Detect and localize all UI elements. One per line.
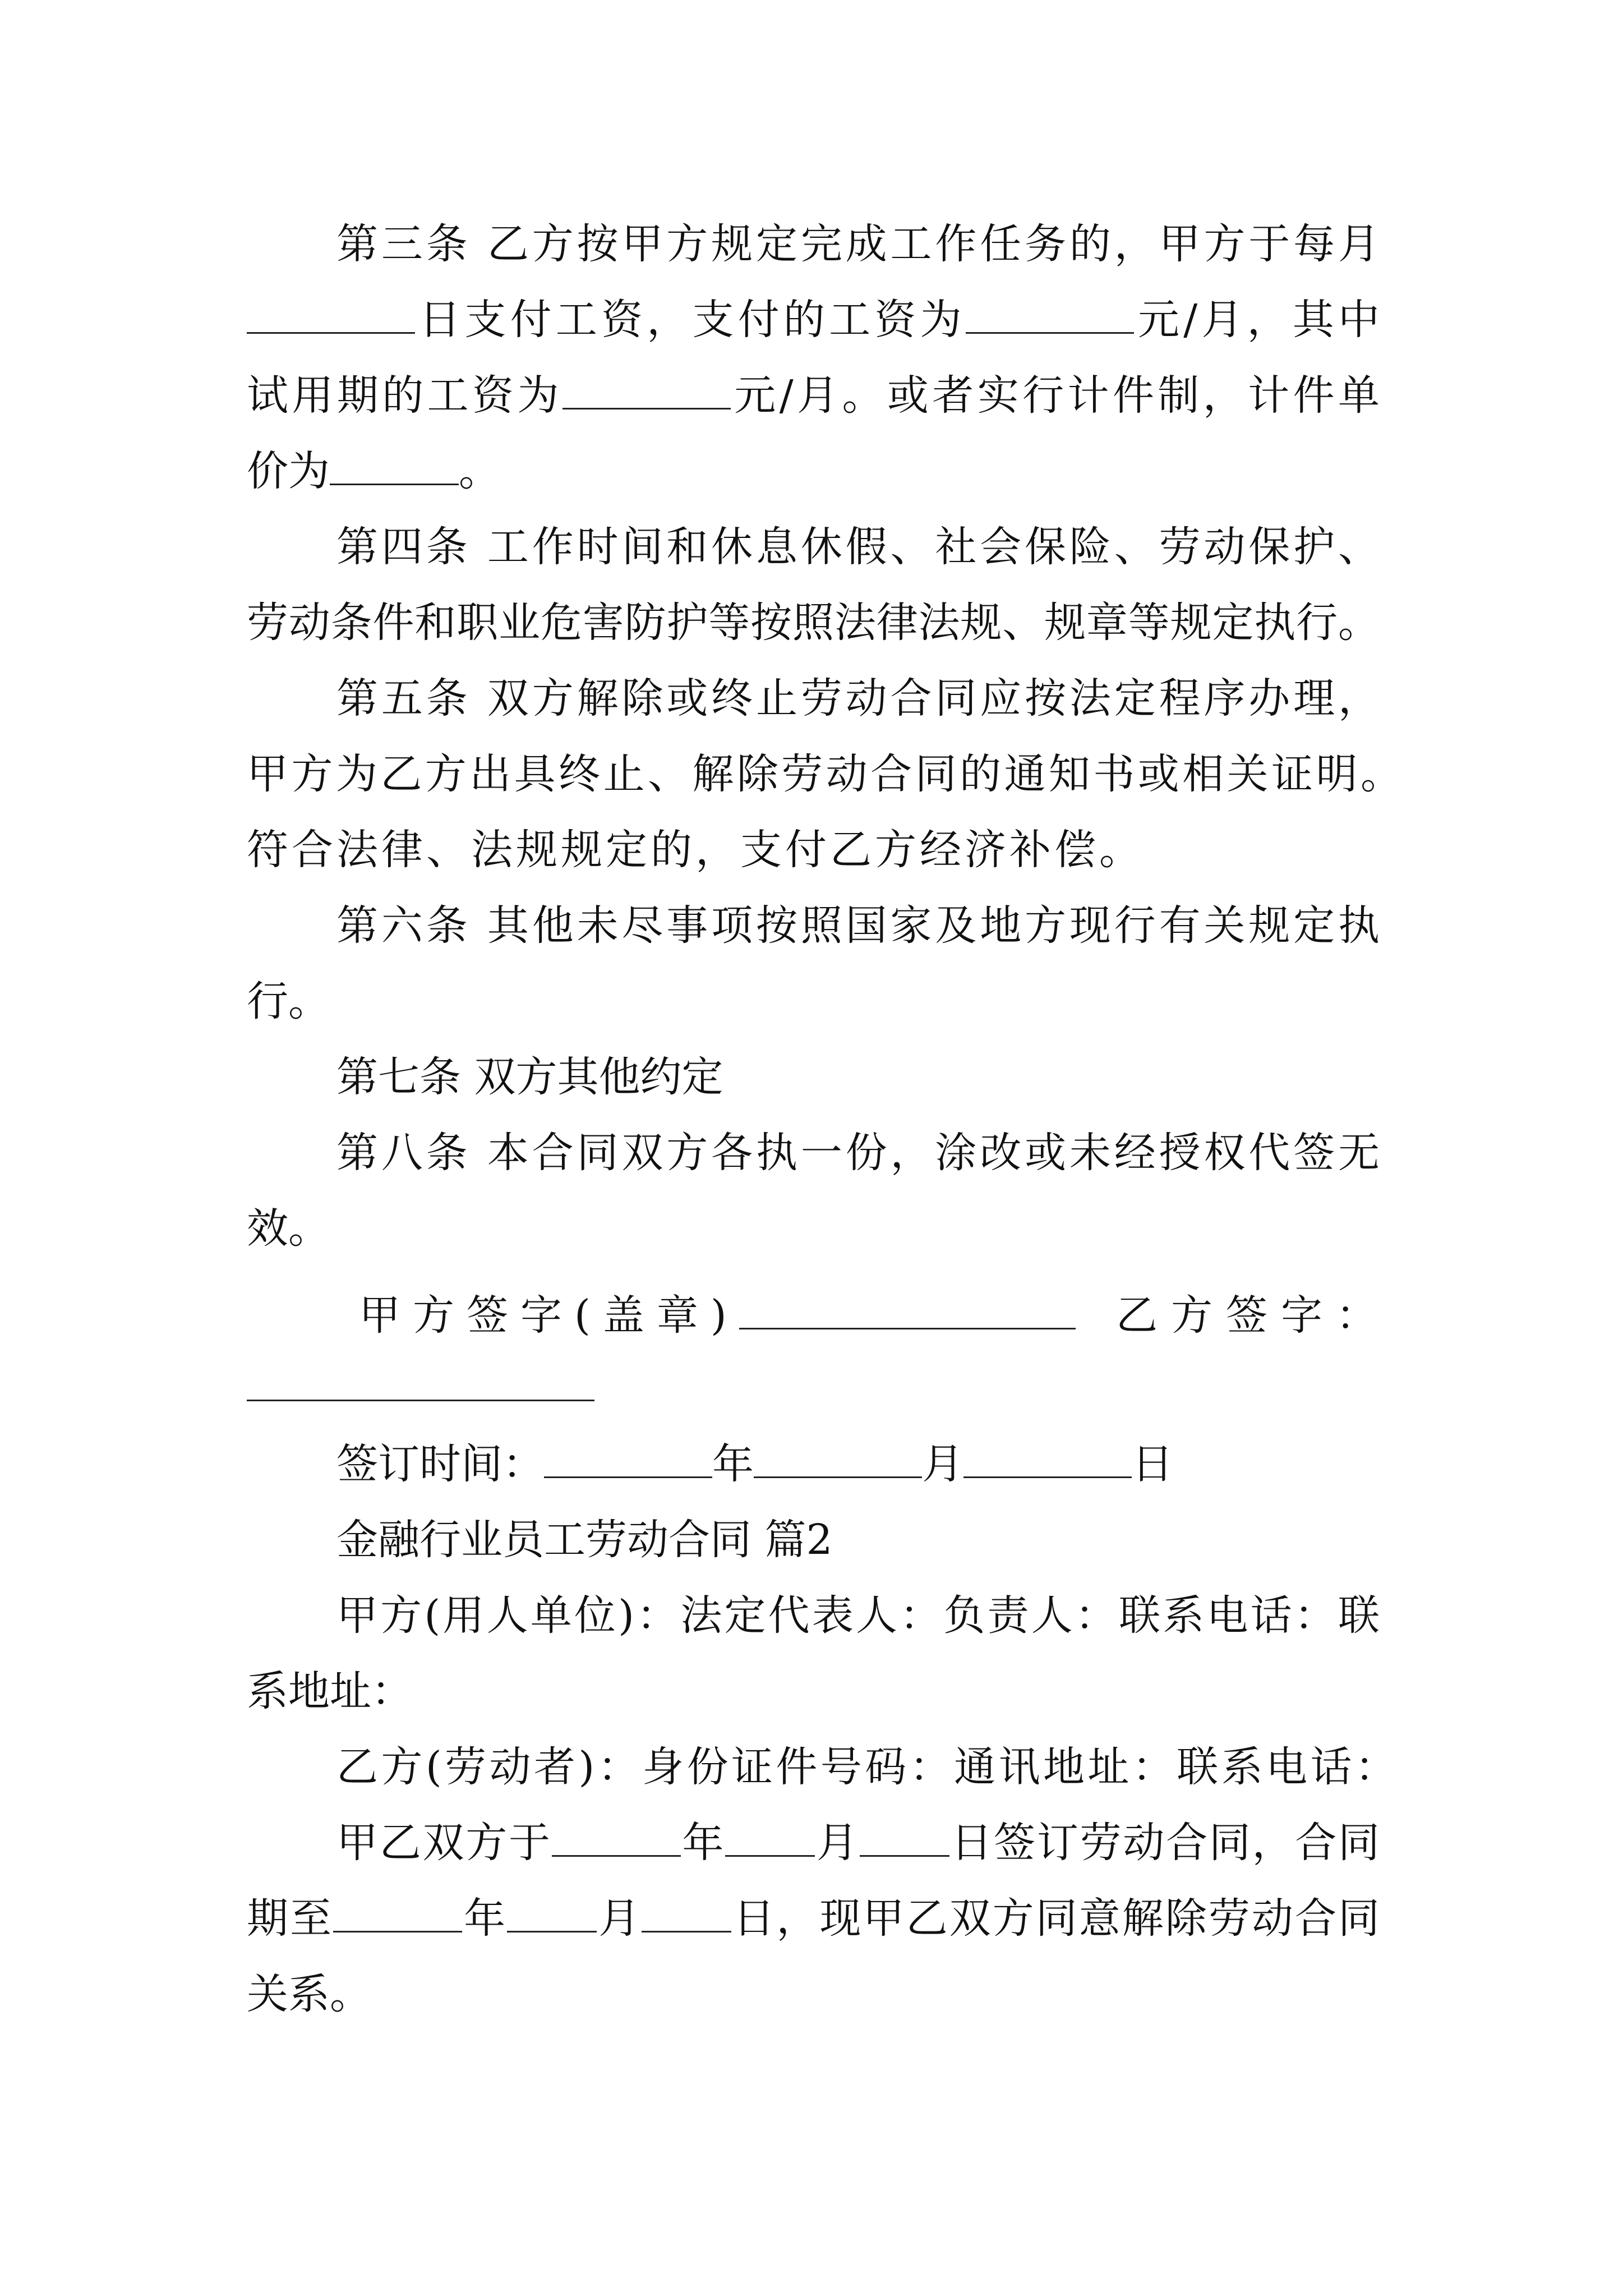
text: 甲方(用人单位)：法定代表人：负责人：联系电话：联 (336, 1591, 1380, 1640)
section-title-2 (336, 1509, 1380, 1571)
article-3-line-4 (247, 440, 1380, 502)
blank-field (963, 1444, 1132, 1478)
article-5-line-2 (247, 743, 1402, 805)
article-3-line-1 (336, 213, 1380, 275)
text: 效。 (247, 1204, 330, 1253)
blank-field (966, 300, 1134, 334)
party-b-signature-blank (247, 1400, 594, 1401)
text: 乙方(劳动者)：身份证件号码：通讯地址：联系电话： (336, 1743, 1396, 1791)
signing-date (336, 1433, 1380, 1495)
blank-field (562, 375, 731, 409)
text: 行。 (247, 977, 330, 1025)
article-5-line-3 (247, 819, 1380, 881)
blank-field (507, 1898, 597, 1932)
text: 系地址： (247, 1667, 413, 1715)
blank-field (552, 1823, 681, 1857)
text: 乙方签字： (1116, 1291, 1391, 1340)
text: 甲乙双方于 (336, 1819, 552, 1867)
article-3-line-3 (247, 365, 1380, 426)
article-6-line-2 (247, 970, 1380, 1032)
text: 关系。 (247, 1970, 371, 2018)
blank-field (330, 451, 459, 485)
party-b-info (336, 1736, 1396, 1798)
text: 日 (1132, 1440, 1173, 1488)
blank-field (642, 1898, 731, 1932)
blank-field (333, 1898, 462, 1932)
text: 。 (459, 447, 500, 495)
termination-line-3 (247, 1963, 1380, 2025)
text: 月 (815, 1819, 860, 1867)
party-a-signature (359, 1285, 1076, 1346)
text: 年 (462, 1894, 508, 1943)
text: 第三条 乙方按甲方规定完成工作任务的，甲方于每月 (336, 220, 1380, 268)
text: 符合法律、法规规定的，支付乙方经济补偿。 (247, 826, 1144, 874)
party-a-info-line-2 (247, 1660, 1380, 1722)
text: 元/月。或者实行计件制，计件单 (730, 371, 1380, 420)
text: 年 (680, 1819, 726, 1867)
blank-field (544, 1444, 712, 1478)
article-6-line-1 (336, 895, 1380, 956)
text: 日支付工资，支付的工资为 (415, 296, 966, 344)
text: 第四条 工作时间和休息休假、社会保险、劳动保护、 (336, 523, 1380, 571)
article-8-line-2 (247, 1198, 1380, 1259)
signature-blank (739, 1295, 1076, 1329)
text: 月 (922, 1440, 963, 1488)
party-b-signature (1116, 1285, 1391, 1346)
text: 劳动条件和职业危害防护等按照法律法规、规章等规定执行。 (247, 599, 1380, 647)
text: 甲方为乙方出具终止、解除劳动合同的通知书或相关证明。 (247, 750, 1402, 798)
text: 试用期的工资为 (247, 371, 562, 420)
text: 价为 (247, 447, 330, 495)
text: 签订时间： (336, 1440, 544, 1488)
text: 第六条 其他未尽事项按照国家及地方现行有关规定执 (336, 901, 1380, 950)
text: 第八条 本合同双方各执一份，涂改或未经授权代签无 (336, 1129, 1380, 1177)
text: 年 (712, 1440, 754, 1488)
text: 金融行业员工劳动合同 篇2 (336, 1516, 833, 1564)
text: 甲方签字(盖章) (359, 1291, 739, 1340)
text: 日，现甲乙双方同意解除劳动合同 (731, 1894, 1380, 1943)
text: 日签订劳动合同，合同 (949, 1819, 1380, 1867)
termination-line-1 (336, 1812, 1380, 1874)
text: 月 (597, 1894, 642, 1943)
article-4-line-2 (247, 592, 1380, 654)
blank-field (754, 1444, 922, 1478)
text: 第五条 双方解除或终止劳动合同应按法定程序办理， (336, 674, 1380, 723)
party-a-info-line-1 (336, 1585, 1380, 1646)
article-7 (336, 1046, 1380, 1108)
blank-field (247, 300, 415, 334)
blank-field (725, 1823, 815, 1857)
termination-line-2 (247, 1888, 1380, 1949)
article-5-line-1 (336, 668, 1380, 729)
article-8-line-1 (336, 1122, 1380, 1184)
blank-field (860, 1823, 949, 1857)
article-3-line-2 (247, 289, 1380, 351)
text: 元/月，其中 (1133, 296, 1380, 344)
text: 期至 (247, 1894, 334, 1943)
article-4-line-1 (336, 516, 1380, 578)
text: 第七条 双方其他约定 (336, 1053, 723, 1101)
